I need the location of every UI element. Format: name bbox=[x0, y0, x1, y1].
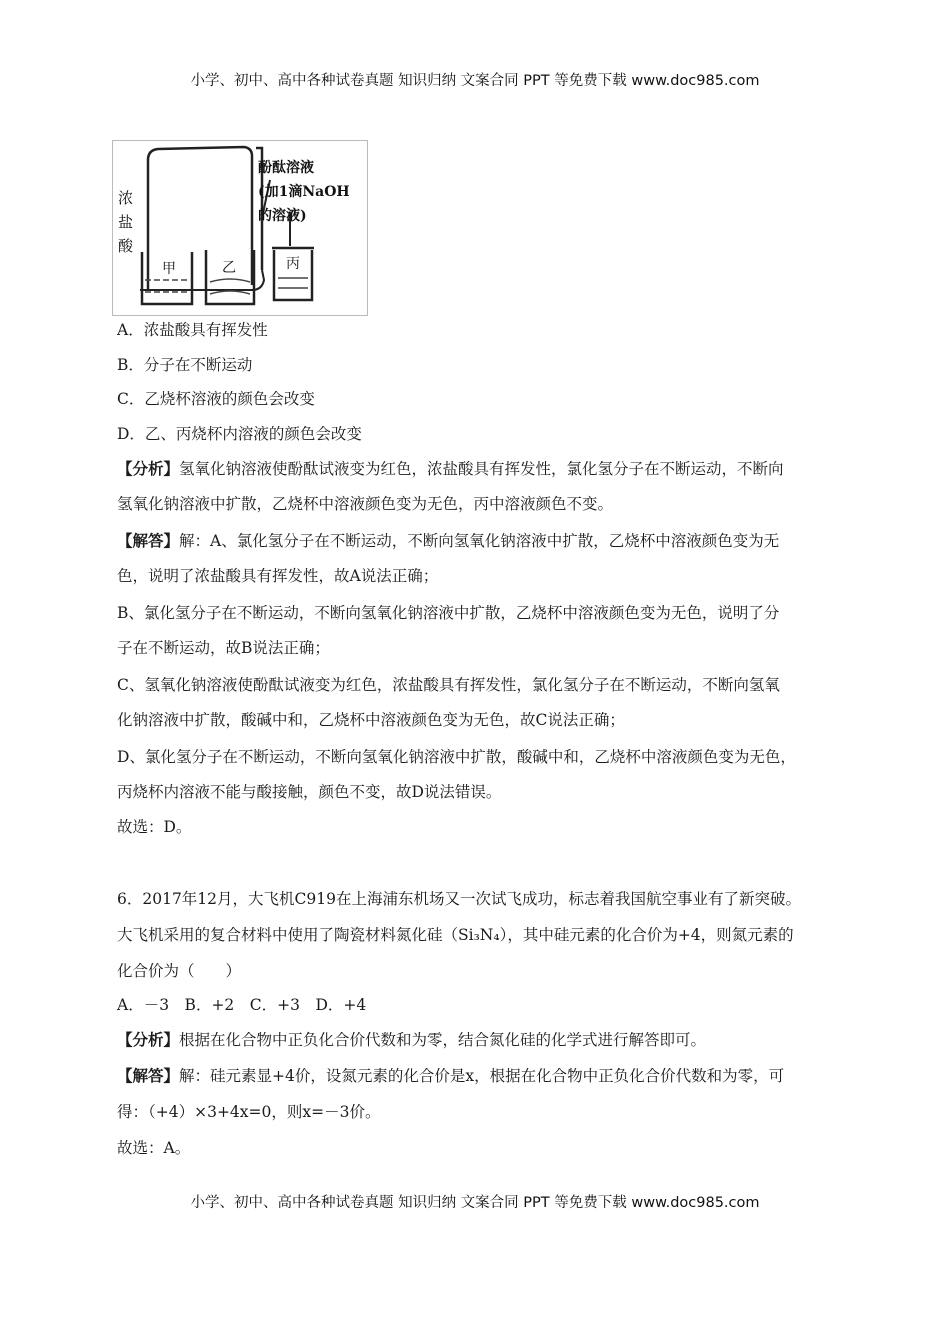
analysis-text: 氢氧化钠溶液使酚酞试液变为红色，浓盐酸具有挥发性，氯化氢分子在不断运动，不断向 bbox=[179, 460, 784, 478]
q5-answer-line: C、氢氧化钠溶液使酚酞试液变为红色，浓盐酸具有挥发性，氯化氢分子在不断运动，不断向氢氧 bbox=[117, 676, 780, 694]
experiment-diagram bbox=[112, 140, 368, 316]
q6-stem-line: 大飞机采用的复合材料中使用了陶瓷材料氮化硅（Si₃N₄），其中硅元素的化合价为+4，则氮元素的 bbox=[117, 926, 794, 944]
q5-answer-line bbox=[117, 531, 779, 551]
q5-answer-line: D、氯化氢分子在不断运动，不断向氢氧化钠溶液中扩散，酸碱中和，乙烧杯中溶液颜色变为无色， bbox=[117, 748, 796, 766]
q6-choice: 故选：A。 bbox=[117, 1139, 191, 1157]
experiment-figure bbox=[112, 140, 368, 316]
q5-answer-line: 色，说明了浓盐酸具有挥发性，故A说法正确； bbox=[117, 567, 439, 585]
q6-stem-line: 6．2017年12月，大飞机C919在上海浦东机场又一次试飞成功，标志着我国航空事业有了新突破。 bbox=[117, 890, 801, 908]
q5-option: A．浓盐酸具有挥发性 bbox=[117, 321, 268, 339]
beaker-label: 乙 bbox=[222, 260, 236, 276]
q5-option: D．乙、丙烧杯内溶液的颜色会改变 bbox=[117, 425, 362, 443]
left-label bbox=[118, 189, 134, 255]
note-line: (加1滴NaOH bbox=[258, 184, 350, 200]
answer-text: 解：硅元素显+4价，设氮元素的化合价是x，根据在化合物中正负化合价代数和为零，可 bbox=[179, 1067, 785, 1085]
note-line: 的溶液) bbox=[258, 208, 307, 224]
answer-text: 解：A、氯化氢分子在不断运动，不断向氢氧化钠溶液中扩散，乙烧杯中溶液颜色变为无 bbox=[179, 532, 780, 550]
q6-answer-line: 得：（+4）×3+4x=0，则x=－3价。 bbox=[117, 1103, 381, 1121]
q5-option: B．分子在不断运动 bbox=[117, 356, 253, 374]
left-label-char: 酸 bbox=[118, 237, 134, 255]
left-label-char: 盐 bbox=[118, 213, 134, 231]
page-footer: 小学、初中、高中各种试卷真题 知识归纳 文案合同 PPT 等免费下载 www.doc985.com bbox=[190, 1195, 760, 1211]
beaker-label: 甲 bbox=[162, 261, 176, 277]
note-line: 酚酞溶液 bbox=[258, 160, 314, 176]
analysis-tag: 【分析】 bbox=[117, 459, 180, 478]
q6-answer-line bbox=[117, 1066, 784, 1086]
analysis-tag: 【分析】 bbox=[117, 1030, 180, 1049]
q5-answer-line: 子在不断运动，故B说法正确； bbox=[117, 639, 330, 657]
q6-analysis-line bbox=[117, 1030, 706, 1050]
q5-analysis-line bbox=[117, 459, 784, 479]
beaker-label: 丙 bbox=[286, 256, 300, 272]
left-label-char: 浓 bbox=[118, 189, 134, 207]
answer-tag: 【解答】 bbox=[117, 1066, 180, 1085]
q5-option: C．乙烧杯溶液的颜色会改变 bbox=[117, 390, 315, 408]
q6-options: A．－3 B．+2 C．+3 D．+4 bbox=[117, 996, 367, 1014]
q5-answer-line: B、氯化氢分子在不断运动，不断向氢氧化钠溶液中扩散，乙烧杯中溶液颜色变为无色，说明了分 bbox=[117, 604, 780, 622]
page-header: 小学、初中、高中各种试卷真题 知识归纳 文案合同 PPT 等免费下载 www.doc985.com bbox=[190, 73, 760, 89]
q5-choice: 故选：D。 bbox=[117, 818, 192, 836]
q5-answer-line: 化钠溶液中扩散，酸碱中和，乙烧杯中溶液颜色变为无色，故C说法正确； bbox=[117, 711, 625, 729]
q6-stem-line: 化合价为（ ） bbox=[117, 962, 242, 980]
analysis-text: 根据在化合物中正负化合价代数和为零，结合氮化硅的化学式进行解答即可。 bbox=[179, 1031, 707, 1049]
answer-tag: 【解答】 bbox=[117, 531, 180, 550]
q5-answer-line: 丙烧杯内溶液不能与酸接触，颜色不变，故D说法错误。 bbox=[117, 783, 502, 801]
q5-analysis-line: 氢氧化钠溶液中扩散，乙烧杯中溶液颜色变为无色，丙中溶液颜色不变。 bbox=[117, 495, 614, 513]
